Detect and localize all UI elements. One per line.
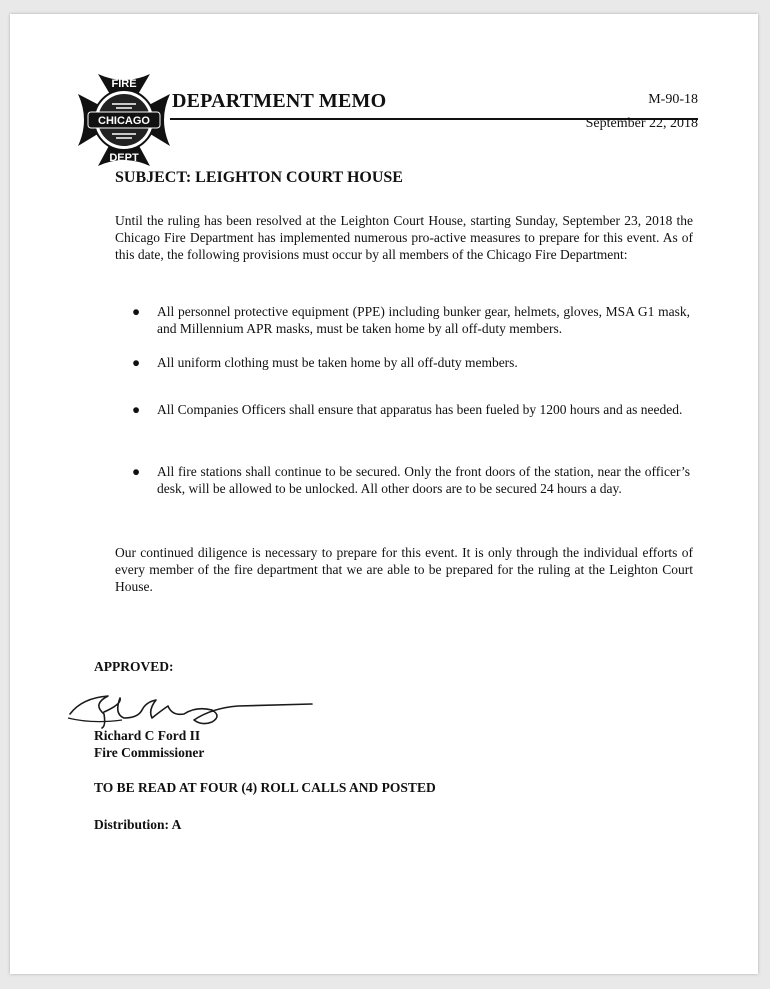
list-item-text: All fire stations shall continue to be secured. Only the front doors of the station, near the officer’s desk, will be allowed to be unlocked. All other doors are to be secured 24 hours a day. [157, 464, 690, 496]
list-item-text: All uniform clothing must be taken home by all off-duty members. [157, 355, 518, 370]
approved-label: APPROVED: [94, 659, 174, 674]
list-item-text: All Companies Officers shall ensure that apparatus has been fueled by 1200 hours and as needed. [157, 402, 683, 417]
roll-call-notice: TO BE READ AT FOUR (4) ROLL CALLS AND POSTED [94, 780, 436, 795]
memo-page [10, 14, 758, 974]
bullet-icon: ● [132, 304, 141, 319]
closing-paragraph: Our continued diligence is necessary to prepare for this event. It is only through the individual efforts of every member of the fire department that we are able to be prepared for the ruling at the Leighton Court House. [115, 545, 693, 594]
intro-paragraph: Until the ruling has been resolved at the Leighton Court House, starting Sunday, September 23, 2018 the Chicago Fire Department has implemented numerous pro-active measures to prepare for this event. As of this date, the following provisions must occur by all members of the Chicago Fire Department: [115, 213, 693, 262]
logo-middle-text: CHICAGO [98, 115, 150, 127]
list-item-text: All personnel protective equipment (PPE) including bunker gear, helmets, gloves, MSA G1 mask, and Millennium APR masks, must be taken home by all off-duty members. [157, 304, 690, 336]
bullet-icon: ● [132, 402, 141, 417]
signer-name: Richard C Ford II [94, 728, 201, 743]
logo-bottom-text: DEPT [109, 152, 139, 164]
memo-title: DEPARTMENT MEMO [172, 90, 387, 112]
signature-icon [62, 684, 322, 732]
memo-number: M-90-18 [648, 92, 698, 107]
distribution-line: Distribution: A [94, 817, 182, 832]
chicago-fire-dept-logo-icon [72, 68, 176, 172]
logo-top-text: FIRE [111, 78, 137, 90]
signer-title: Fire Commissioner [94, 745, 205, 760]
bullet-icon: ● [132, 355, 141, 370]
bullet-icon: ● [132, 464, 141, 479]
memo-date: September 22, 2018 [585, 116, 698, 131]
memo-subject: SUBJECT: LEIGHTON COURT HOUSE [115, 169, 403, 186]
